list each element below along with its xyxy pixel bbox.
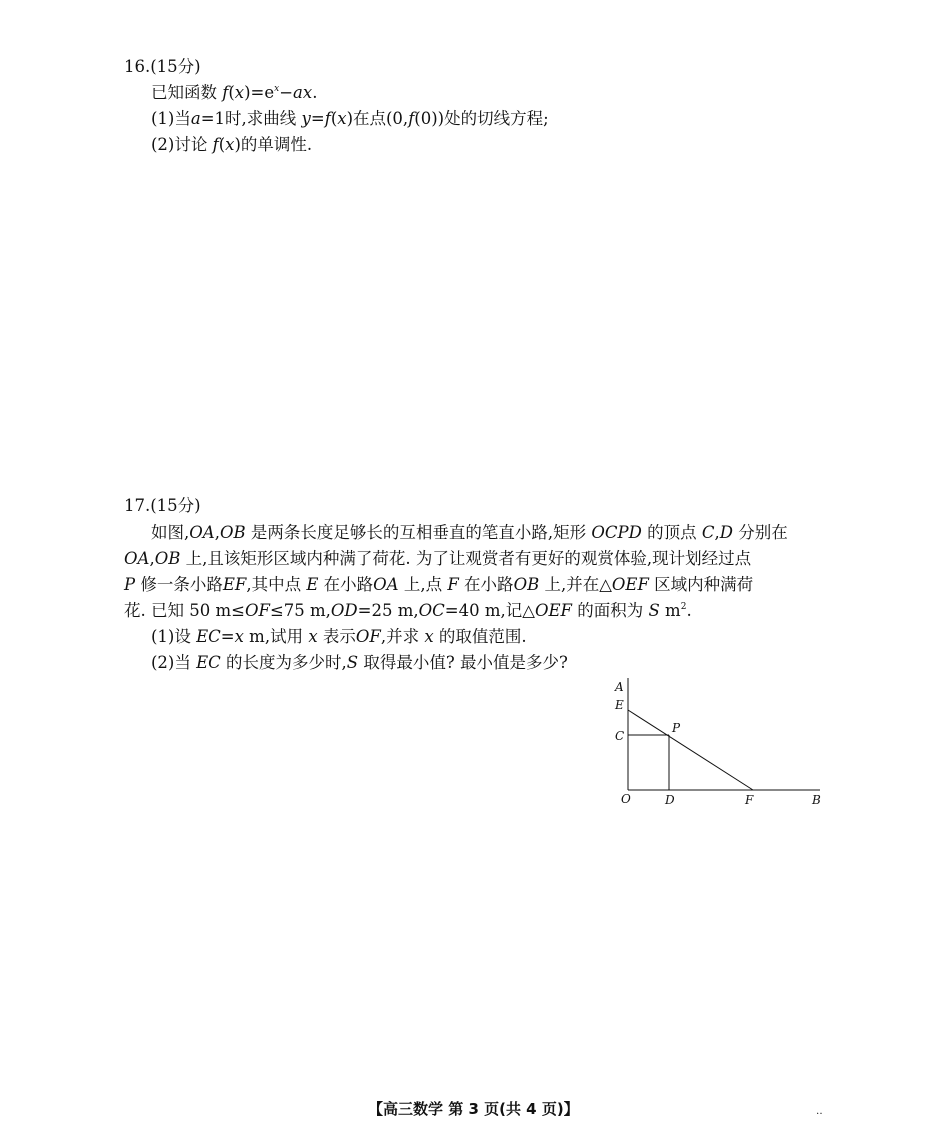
label-o: O — [621, 792, 631, 806]
q16-stem: 已知函数 $f(x)=e^x-ax$. — [151, 83, 318, 102]
q17-part1: (1)设 EC=x m,试用 x 表示OF,并求 x 的取值范围. — [151, 627, 527, 646]
label-c: C — [615, 729, 625, 743]
geometry-figure — [608, 675, 828, 810]
page-footer: 【高三数学 第 3 页(共 4 页)】 — [368, 1100, 579, 1118]
segment-ef — [628, 710, 753, 790]
q17-line3: P 修一条小路EF,其中点 E 在小路OA 上,点 F 在小路OB 上,并在△OEF 区域内种满荷 — [124, 575, 754, 594]
q17-part2: (2)当 EC 的长度为多少时,S 取得最小值? 最小值是多少? — [151, 653, 568, 672]
label-d: D — [665, 793, 675, 807]
label-e: E — [615, 698, 624, 712]
q17-header: 17.(15分) — [124, 496, 201, 515]
corner-mark: ‥ — [816, 1106, 823, 1117]
q17-line4: 花. 已知 50 m≤OF≤75 m,OD=25 m,OC=40 m,记△OEF 的面积为 S $m^2$. — [124, 601, 692, 620]
q17-line1: 如图,OA,OB 是两条长度足够长的互相垂直的笔直小路,矩形 OCPD 的顶点 C,D 分别在 — [151, 523, 788, 542]
q16-part1: (1)当a=1时,求曲线 y=f(x)在点(0,f(0))处的切线方程; — [151, 109, 549, 128]
q16-part2: (2)讨论 f(x)的单调性. — [151, 135, 313, 154]
label-f: F — [745, 793, 754, 807]
q17-line2: OA,OB 上,且该矩形区域内种满了荷花. 为了让观赏者有更好的观赏体验,现计划经过点 — [124, 549, 752, 568]
label-a: A — [615, 680, 624, 694]
label-p: P — [672, 721, 681, 735]
label-b: B — [812, 793, 821, 807]
q16-header: 16.(15分) — [124, 57, 201, 76]
